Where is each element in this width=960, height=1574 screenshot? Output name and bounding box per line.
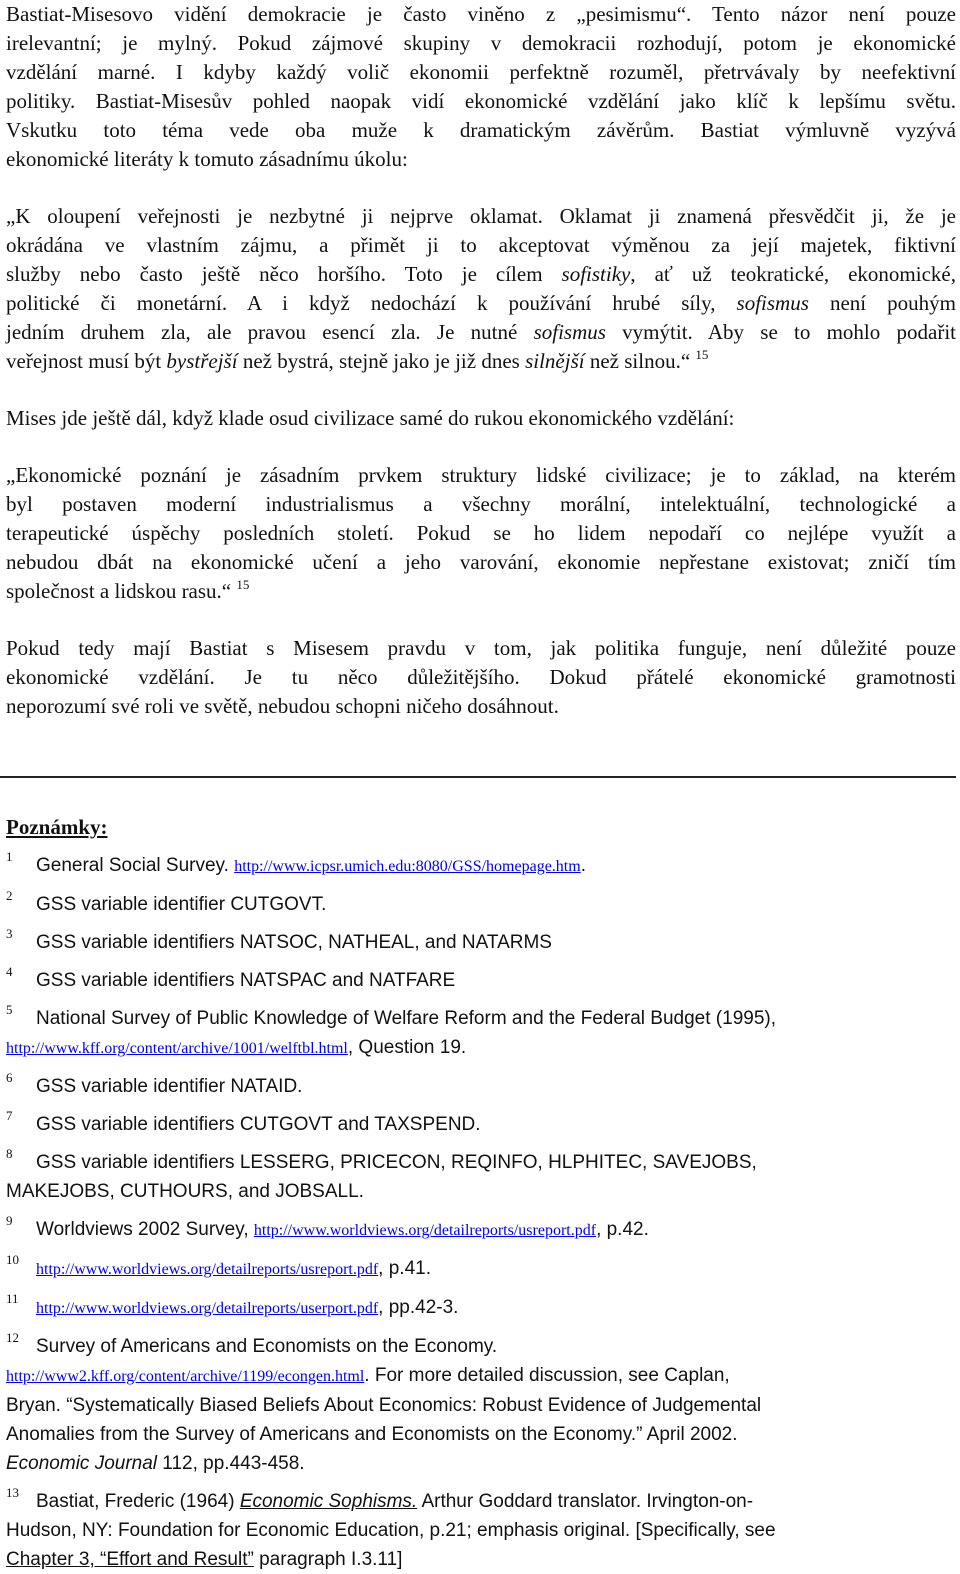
text-line: Pokud tedy mají Bastiat s Misesem pravdu v tom, jak politika funguje, není důležité pouze [6, 636, 956, 660]
paragraph-conclusion [6, 634, 956, 721]
footnote-link[interactable]: http://www.kff.org/content/archive/1001/welftbl.html [6, 1040, 348, 1057]
footnote-5: 5 National Survey of Public Knowledge of Welfare Reform and the Federal Budget (1995), http://www.kff.org/content/archive/1001/welftbl.html, Question 19. [6, 1002, 777, 1058]
footnote-link[interactable]: http://www.worldviews.org/detailreports/usreport.pdf [36, 1261, 379, 1278]
text-line: Mises jde ještě dál, když klade osud civilizace samé do rukou ekonomického vzdělání: [6, 406, 735, 430]
footnote-ref: 15 [236, 577, 250, 592]
text-line: „K oloupení veřejnosti je nezbytné ji nejprve oklamat. Oklamat ji znamená přesvědčit ji, že je [6, 204, 956, 228]
quote-bastiat [6, 202, 956, 376]
footnotes [6, 814, 956, 1574]
text-line: irelevantní; je mylný. Pokud zájmové skupiny v demokracii rozhodují, potom je ekonomické [6, 31, 956, 55]
footnote-12: 12 Survey of Americans and Economists on the Economy. http://www2.kff.org/content/archive/1199/econgen.html. For more detailed discussion, see Caplan, Bryan. “Systematically Biased Beliefs About Economics: Robust Evidence of Judgemental Anomalies from the Survey of Americans and Economists on the Economy.” April 2002. Economic Journal 112, pp.443-458. [6, 1330, 762, 1474]
emphasis: silnější [525, 349, 585, 373]
text-line: společnost a lidskou rasu.“ $^{15}$ [6, 577, 250, 603]
text-line: „Ekonomické poznání je zásadním prvkem struktury lidské civilizace; je to základ, na kterém [6, 463, 956, 487]
text-line: ekonomické vzdělání. Je tu něco důležitějšího. Dokud přátelé ekonomické gramotnosti [6, 665, 956, 689]
text-line: okrádána ve vlastním zájmu, a přimět ji to akceptovat výměnou za její majetek, fiktivní [6, 233, 956, 257]
text-line: politické či monetární. A i když nedochází k používání hrubé síly, sofismus není pouhým [6, 291, 956, 315]
notes-heading: Poznámky: [6, 815, 108, 839]
footnote-link[interactable]: http://www.worldviews.org/detailreports/usreport.pdf [253, 1222, 597, 1239]
footnote-11: 11http://www.worldviews.org/detailreports/userport.pdf, pp.42-3. [6, 1291, 459, 1318]
book-title: Economic Sophisms. [239, 1491, 418, 1512]
text-line: byl postaven moderní industrialismus a všechny morální, intelektuální, technologické a [6, 492, 956, 516]
footnote-link[interactable]: http://www.worldviews.org/detailreports/userport.pdf [36, 1300, 379, 1317]
text-line: vzdělání marné. I kdyby každý volič ekonomii perfektně rozuměl, přetrvávaly by neefektivní [6, 60, 956, 84]
emphasis: sofismus [736, 291, 809, 315]
footnote-3: 3 GSS variable identifiers NATSOC, NATHEAL, and NATARMS [6, 926, 552, 953]
text-line: neporozumí své roli ve světě, nebudou schopni ničeho dosáhnout. [6, 694, 559, 718]
emphasis: bystřejší [166, 349, 238, 373]
journal-title: Economic Journal [6, 1453, 158, 1474]
footnote-13: 13 Bastiat, Frederic (1964) Economic Sophisms. Arthur Goddard translator. Irvington-on- Hudson, NY: Foundation for Economic Education, p.21; emphasis original. [Specifically, see Chapter 3, “Effort and Result” paragraph I.3.11] [6, 1485, 776, 1570]
text-line: služby nebo často ještě něco horšího. Toto je cílem sofistiky, ať už teokratické, ekonomické, [6, 262, 956, 286]
footnote-ref: 15 [695, 347, 709, 362]
footnote-8: 8 GSS variable identifiers LESSERG, PRICECON, REQINFO, HLPHITEC, SAVEJOBS, MAKEJOBS, CUTHOURS, and JOBSALL. [6, 1146, 757, 1202]
footnote-9: 9 Worldviews 2002 Survey, http://www.worldviews.org/detailreports/usreport.pdf, p.42. [6, 1213, 649, 1240]
quote-mises [6, 461, 956, 606]
text-line: terapeutické úspěchy posledních století. Pokud se ho lidem nepodaří co nejlépe využít a [6, 521, 956, 545]
footnote-link[interactable]: http://www.icpsr.umich.edu:8080/GSS/homepage.htm [234, 858, 581, 875]
emphasis: sofismus [533, 320, 606, 344]
text-line: politiky. Bastiat-Misesův pohled naopak vidí ekonomické vzdělání jako klíč k lepšímu světu. [6, 89, 956, 113]
text-line: jedním druhem zla, ale pravou esencí zla. Je nutné sofismus vymýtit. Aby se to mohlo podařit [6, 320, 956, 344]
footnote-2: 2 GSS variable identifier CUTGOVT. [6, 888, 327, 915]
footnote-4: 4 GSS variable identifiers NATSPAC and NATFARE [6, 964, 456, 991]
footnote-10: 10http://www.worldviews.org/detailreports/usreport.pdf, p.41. [6, 1252, 431, 1279]
text-line: nebudou dbát na ekonomické učení a jeho varování, ekonomie nepřestane existovat; zničí tím [6, 550, 956, 574]
footnote-link[interactable]: http://www2.kff.org/content/archive/1199/econgen.html [6, 1368, 365, 1385]
text-line: ekonomické literáty k tomuto zásadnímu úkolu: [6, 147, 408, 171]
text-line: Bastiat-Misesovo vidění demokracie je často viněno z „pesimismu“. Tento názor není pouze [6, 2, 956, 26]
footnote-7: 7 GSS variable identifiers CUTGOVT and TAXSPEND. [6, 1108, 481, 1135]
paragraph-intro [6, 0, 956, 174]
document-body [6, 0, 956, 721]
section-divider [0, 776, 956, 778]
footnote-1: 1 General Social Survey. http://www.icpsr.umich.edu:8080/GSS/homepage.htm. [6, 849, 586, 876]
paragraph-mises [6, 404, 956, 433]
chapter-reference: Chapter 3, “Effort and Result” [6, 1549, 254, 1570]
text-line: veřejnost musí být bystřejší než bystrá, stejně jako je již dnes silnější než silnou.“ $^{15}$ [6, 347, 709, 373]
text-line: Vskutku toto téma vede oba muže k dramatickým závěrům. Bastiat výmluvně vyzývá [6, 118, 956, 142]
footnote-6: 6 GSS variable identifier NATAID. [6, 1070, 303, 1097]
emphasis: sofistiky [561, 262, 631, 286]
